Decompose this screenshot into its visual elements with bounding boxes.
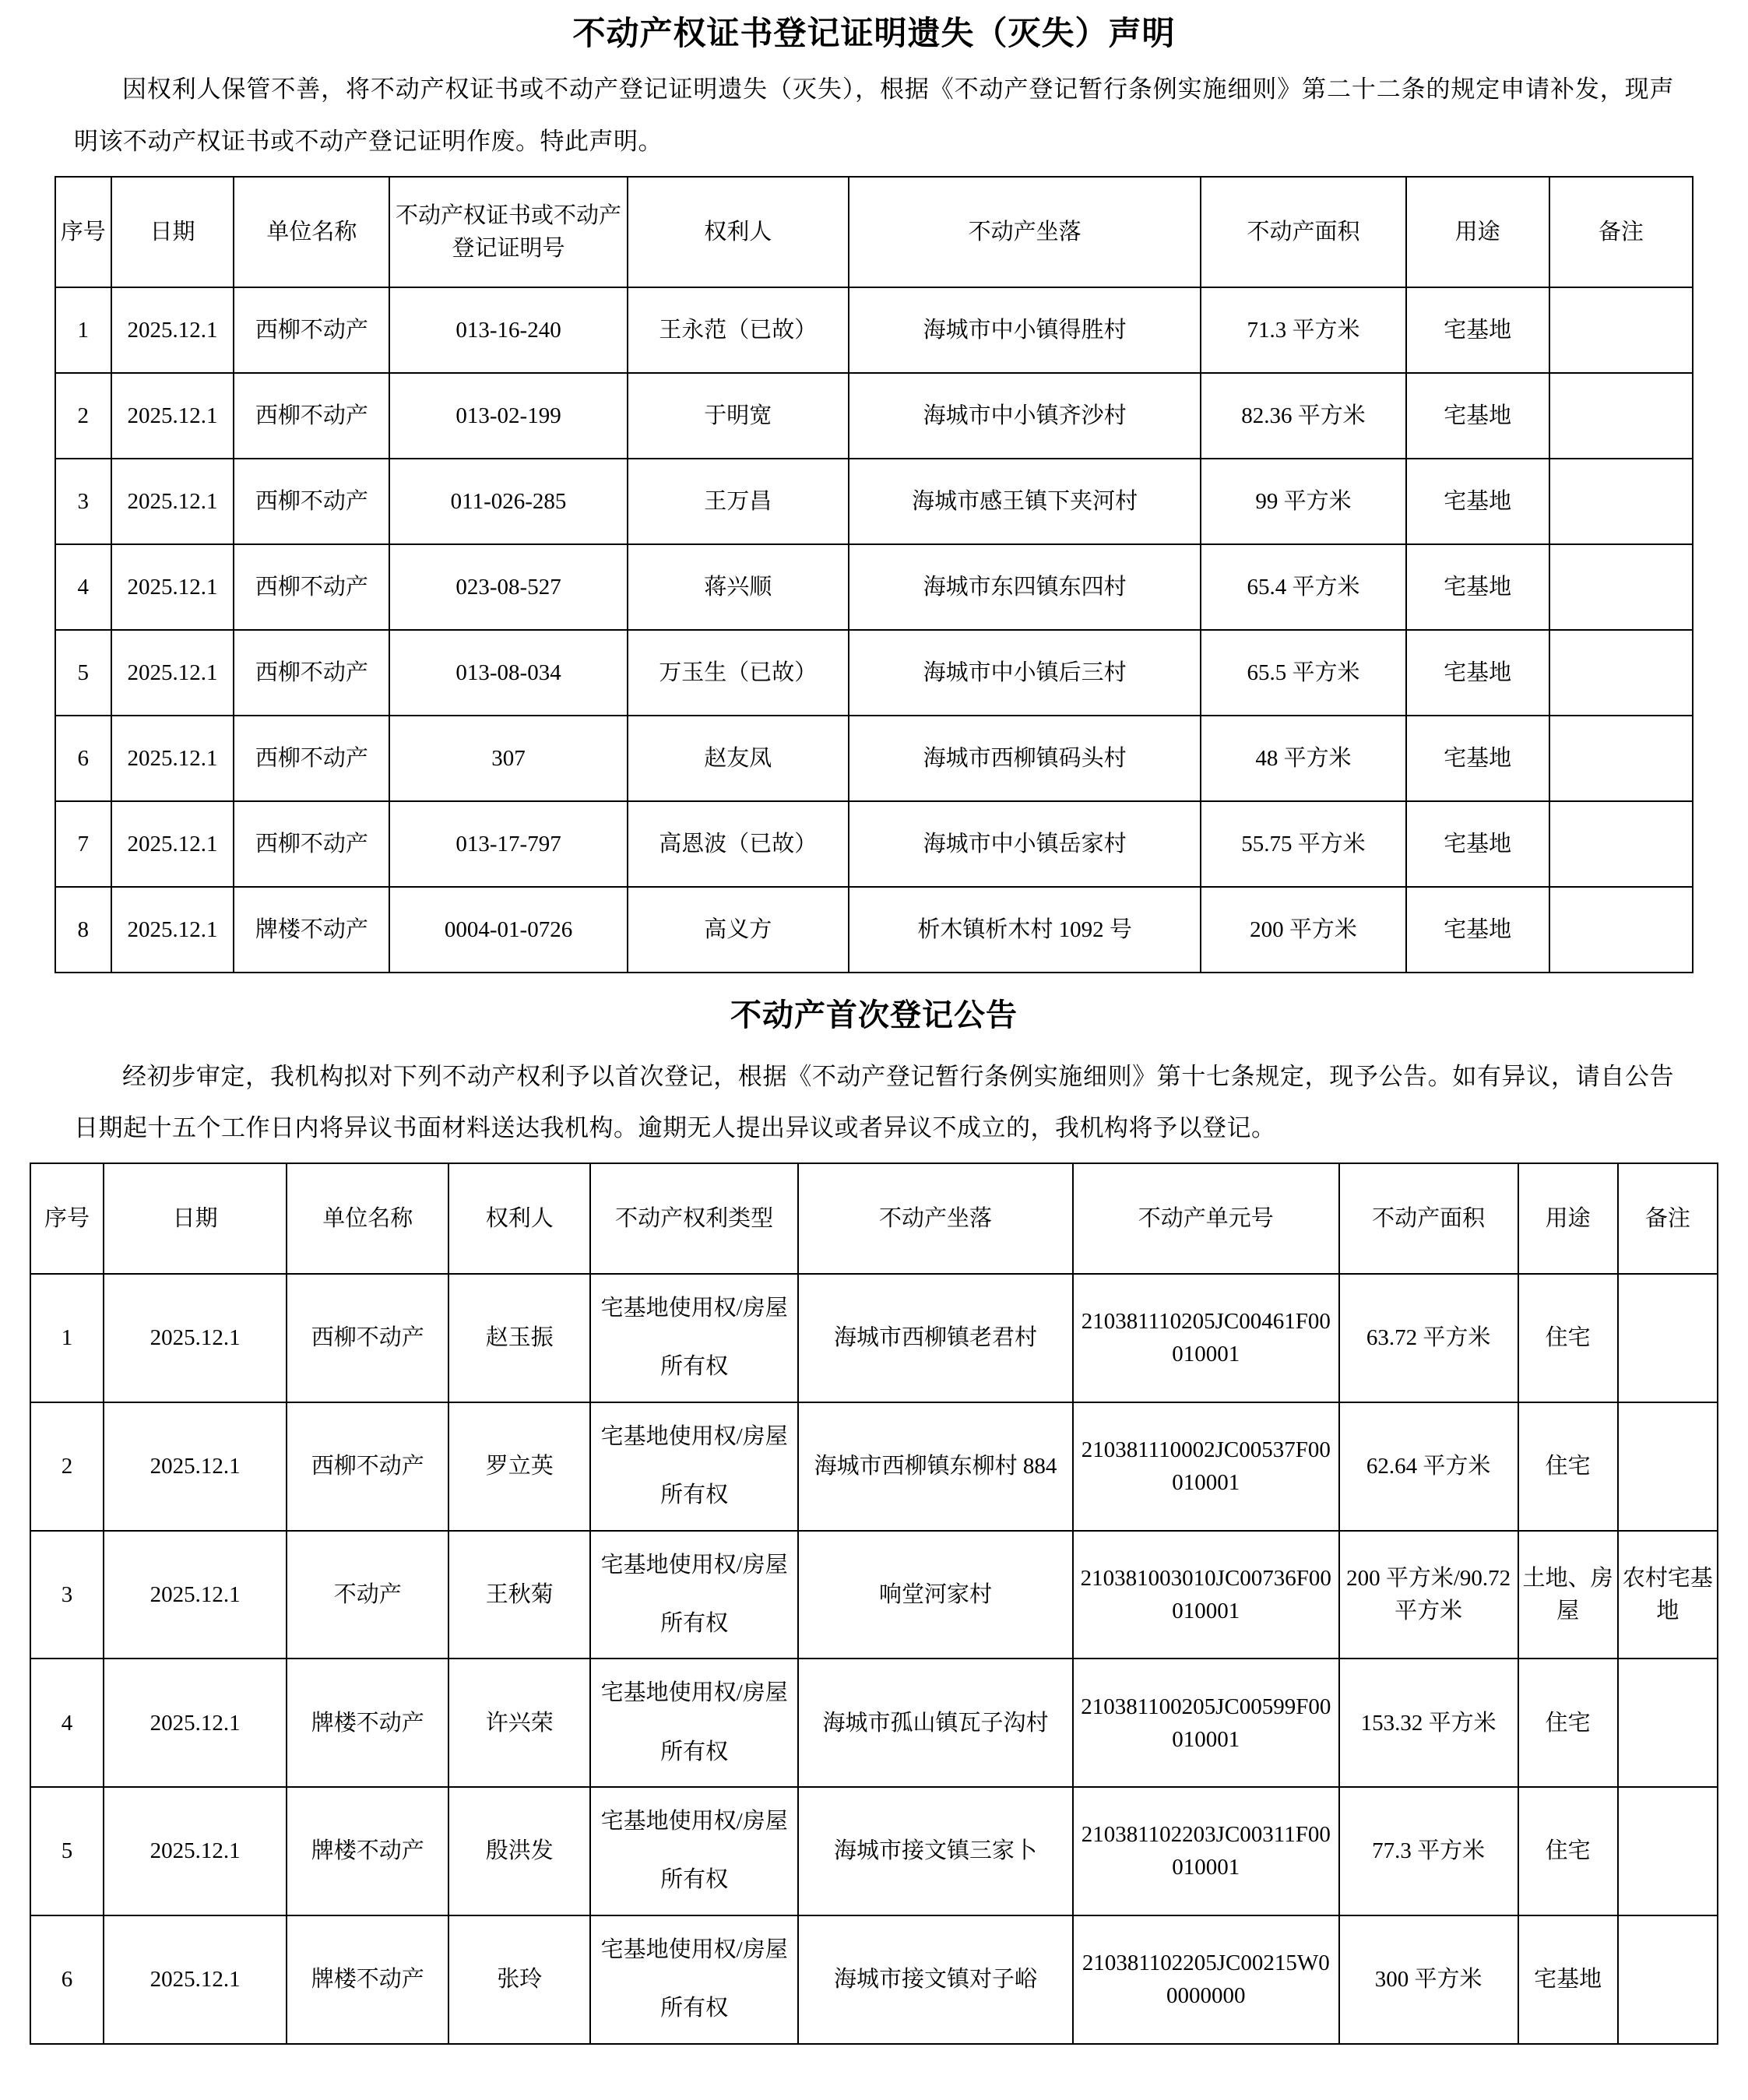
cell-date: 2025.12.1 xyxy=(111,287,234,373)
table-row xyxy=(30,1659,1718,1787)
cell-date: 2025.12.1 xyxy=(104,1402,287,1531)
cell-note: 农村宅基地 xyxy=(1618,1531,1718,1659)
cell-cert: 013-17-797 xyxy=(389,801,627,887)
cell-location: 海城市西柳镇东柳村 884 xyxy=(798,1402,1073,1531)
cell-use: 宅基地 xyxy=(1406,716,1549,801)
table-row xyxy=(55,544,1693,630)
cell-location: 海城市中小镇得胜村 xyxy=(849,287,1201,373)
cell-no: 1 xyxy=(55,287,111,373)
column-header-no: 序号 xyxy=(30,1163,104,1274)
cell-note xyxy=(1549,630,1693,716)
cell-type: 宅基地使用权/房屋所有权 xyxy=(590,1659,798,1787)
cell-owner: 于明宽 xyxy=(628,373,849,459)
cell-note xyxy=(1549,801,1693,887)
cell-use: 宅基地 xyxy=(1406,801,1549,887)
cell-area: 62.64 平方米 xyxy=(1339,1402,1518,1531)
cell-note xyxy=(1549,373,1693,459)
cell-unitno: 210381110205JC00461F00010001 xyxy=(1073,1274,1339,1402)
cell-note xyxy=(1549,459,1693,544)
cell-date: 2025.12.1 xyxy=(104,1915,287,2044)
table-row xyxy=(30,1531,1718,1659)
cell-cert: 023-08-527 xyxy=(389,544,627,630)
cell-no: 3 xyxy=(30,1531,104,1659)
cell-area: 300 平方米 xyxy=(1339,1915,1518,2044)
cell-note xyxy=(1618,1659,1718,1787)
cell-no: 1 xyxy=(30,1274,104,1402)
cell-location: 海城市西柳镇码头村 xyxy=(849,716,1201,801)
table-row xyxy=(55,887,1693,973)
cell-date: 2025.12.1 xyxy=(104,1787,287,1915)
column-header-note: 备注 xyxy=(1549,177,1693,287)
cell-area: 65.5 平方米 xyxy=(1201,630,1405,716)
column-header-area: 不动产面积 xyxy=(1339,1163,1518,1274)
cell-location: 海城市东四镇东四村 xyxy=(849,544,1201,630)
column-header-date: 日期 xyxy=(104,1163,287,1274)
cell-location: 海城市接文镇对子峪 xyxy=(798,1915,1073,2044)
cell-unit: 西柳不动产 xyxy=(287,1274,448,1402)
cell-no: 6 xyxy=(30,1915,104,2044)
column-header-unit: 单位名称 xyxy=(287,1163,448,1274)
column-header-use: 用途 xyxy=(1406,177,1549,287)
cell-use: 住宅 xyxy=(1518,1787,1618,1915)
column-header-location: 不动产坐落 xyxy=(849,177,1201,287)
cell-area: 48 平方米 xyxy=(1201,716,1405,801)
cell-owner: 殷洪发 xyxy=(448,1787,590,1915)
cell-cert: 0004-01-0726 xyxy=(389,887,627,973)
cell-note xyxy=(1618,1915,1718,2044)
cell-unit: 牌楼不动产 xyxy=(234,887,389,973)
cell-location: 海城市中小镇后三村 xyxy=(849,630,1201,716)
cell-use: 宅基地 xyxy=(1406,630,1549,716)
cell-unitno: 210381100205JC00599F00010001 xyxy=(1073,1659,1339,1787)
cell-use: 住宅 xyxy=(1518,1659,1618,1787)
column-header-date: 日期 xyxy=(111,177,234,287)
cell-location: 海城市中小镇齐沙村 xyxy=(849,373,1201,459)
cell-use: 宅基地 xyxy=(1406,544,1549,630)
cell-unitno: 210381102205JC00215W00000000 xyxy=(1073,1915,1339,2044)
cell-location: 海城市接文镇三家卜 xyxy=(798,1787,1073,1915)
cell-unitno: 210381102203JC00311F00010001 xyxy=(1073,1787,1339,1915)
column-header-type: 不动产权利类型 xyxy=(590,1163,798,1274)
cell-no: 3 xyxy=(55,459,111,544)
cell-no: 2 xyxy=(30,1402,104,1531)
cell-area: 65.4 平方米 xyxy=(1201,544,1405,630)
cell-owner: 蒋兴顺 xyxy=(628,544,849,630)
cell-use: 宅基地 xyxy=(1406,459,1549,544)
table-row xyxy=(55,630,1693,716)
cell-cert: 013-08-034 xyxy=(389,630,627,716)
cell-unitno: 210381003010JC00736F00010001 xyxy=(1073,1531,1339,1659)
cell-owner: 赵友凤 xyxy=(628,716,849,801)
cell-no: 4 xyxy=(30,1659,104,1787)
cell-owner: 万玉生（已故） xyxy=(628,630,849,716)
section1-paragraph: 因权利人保管不善，将不动产权证书或不动产登记证明遗失（灭失），根据《不动产登记暂行条例实施细则》第二十二条的规定申请补发，现声明该不动产权证书或不动产登记证明作废。特此声明。 xyxy=(74,76,1674,156)
cell-type: 宅基地使用权/房屋所有权 xyxy=(590,1787,798,1915)
cell-date: 2025.12.1 xyxy=(104,1659,287,1787)
cell-area: 200 平方米/90.72 平方米 xyxy=(1339,1531,1518,1659)
cell-no: 5 xyxy=(55,630,111,716)
cell-owner: 王永范（已故） xyxy=(628,287,849,373)
column-header-no: 序号 xyxy=(55,177,111,287)
section2-title: 不动产首次登记公告 xyxy=(730,997,1018,1032)
cell-unitno: 210381110002JC00537F00010001 xyxy=(1073,1402,1339,1531)
cell-no: 4 xyxy=(55,544,111,630)
cell-location: 析木镇析木村 1092 号 xyxy=(849,887,1201,973)
cell-no: 5 xyxy=(30,1787,104,1915)
column-header-note: 备注 xyxy=(1618,1163,1718,1274)
cell-note xyxy=(1549,544,1693,630)
cell-location: 响堂河家村 xyxy=(798,1531,1073,1659)
cell-no: 7 xyxy=(55,801,111,887)
column-header-unitno: 不动产单元号 xyxy=(1073,1163,1339,1274)
cell-location: 海城市中小镇岳家村 xyxy=(849,801,1201,887)
cell-date: 2025.12.1 xyxy=(111,630,234,716)
column-header-use: 用途 xyxy=(1518,1163,1618,1274)
cell-note xyxy=(1549,287,1693,373)
cell-unit: 不动产 xyxy=(287,1531,448,1659)
cell-area: 82.36 平方米 xyxy=(1201,373,1405,459)
cell-unit: 牌楼不动产 xyxy=(287,1915,448,2044)
cell-owner: 高恩波（已故） xyxy=(628,801,849,887)
cell-no: 2 xyxy=(55,373,111,459)
table-row xyxy=(55,373,1693,459)
cell-area: 63.72 平方米 xyxy=(1339,1274,1518,1402)
cell-location: 海城市孤山镇瓦子沟村 xyxy=(798,1659,1073,1787)
cell-note xyxy=(1549,887,1693,973)
cell-use: 宅基地 xyxy=(1406,887,1549,973)
table-row xyxy=(55,459,1693,544)
cell-owner: 王万昌 xyxy=(628,459,849,544)
cell-use: 宅基地 xyxy=(1406,373,1549,459)
cell-unit: 牌楼不动产 xyxy=(287,1787,448,1915)
loss-declaration-table xyxy=(55,176,1693,973)
table-row xyxy=(30,1787,1718,1915)
column-header-area: 不动产面积 xyxy=(1201,177,1405,287)
column-header-unit: 单位名称 xyxy=(234,177,389,287)
cell-date: 2025.12.1 xyxy=(104,1274,287,1402)
cell-area: 71.3 平方米 xyxy=(1201,287,1405,373)
cell-use: 住宅 xyxy=(1518,1402,1618,1531)
cell-note xyxy=(1618,1787,1718,1915)
loss-declaration-table-body xyxy=(55,287,1693,973)
cell-note xyxy=(1618,1402,1718,1531)
cell-no: 8 xyxy=(55,887,111,973)
cell-owner: 高义方 xyxy=(628,887,849,973)
page-title: 不动产权证书登记证明遗失（灭失）声明 xyxy=(572,15,1176,51)
table-row xyxy=(55,716,1693,801)
cell-date: 2025.12.1 xyxy=(111,716,234,801)
cell-location: 海城市感王镇下夹河村 xyxy=(849,459,1201,544)
cell-location: 海城市西柳镇老君村 xyxy=(798,1274,1073,1402)
cell-note xyxy=(1549,716,1693,801)
table-row xyxy=(30,1402,1718,1531)
cell-area: 99 平方米 xyxy=(1201,459,1405,544)
cell-unit: 西柳不动产 xyxy=(234,459,389,544)
table-row xyxy=(55,287,1693,373)
cell-date: 2025.12.1 xyxy=(104,1531,287,1659)
cell-owner: 张玲 xyxy=(448,1915,590,2044)
cell-area: 55.75 平方米 xyxy=(1201,801,1405,887)
column-header-location: 不动产坐落 xyxy=(798,1163,1073,1274)
cell-date: 2025.12.1 xyxy=(111,801,234,887)
cell-unit: 牌楼不动产 xyxy=(287,1659,448,1787)
cell-use: 住宅 xyxy=(1518,1274,1618,1402)
cell-owner: 罗立英 xyxy=(448,1402,590,1531)
cell-area: 200 平方米 xyxy=(1201,887,1405,973)
cell-unit: 西柳不动产 xyxy=(234,287,389,373)
cell-date: 2025.12.1 xyxy=(111,373,234,459)
cell-cert: 011-026-285 xyxy=(389,459,627,544)
table-header-row xyxy=(55,177,1693,287)
table-row xyxy=(55,801,1693,887)
cell-date: 2025.12.1 xyxy=(111,459,234,544)
cell-use: 土地、房屋 xyxy=(1518,1531,1618,1659)
first-registration-table xyxy=(30,1163,1718,2045)
cell-owner: 赵玉振 xyxy=(448,1274,590,1402)
cell-unit: 西柳不动产 xyxy=(234,544,389,630)
cell-area: 77.3 平方米 xyxy=(1339,1787,1518,1915)
cell-note xyxy=(1618,1274,1718,1402)
cell-cert: 013-02-199 xyxy=(389,373,627,459)
cell-type: 宅基地使用权/房屋所有权 xyxy=(590,1915,798,2044)
section1-table-container xyxy=(0,176,1748,973)
cell-no: 6 xyxy=(55,716,111,801)
cell-cert: 013-16-240 xyxy=(389,287,627,373)
cell-unit: 西柳不动产 xyxy=(234,801,389,887)
column-header-owner: 权利人 xyxy=(628,177,849,287)
section2-paragraph: 经初步审定，我机构拟对下列不动产权利予以首次登记，根据《不动产登记暂行条例实施细则》第十七条规定，现予公告。如有异议，请自公告日期起十五个工作日内将异议书面材料送达我机构。逾期无人提出异议或者异议不成立的，我机构将予以登记。 xyxy=(74,1062,1674,1142)
column-header-owner: 权利人 xyxy=(448,1163,590,1274)
table-row xyxy=(30,1915,1718,2044)
cell-unit: 西柳不动产 xyxy=(234,630,389,716)
cell-area: 153.32 平方米 xyxy=(1339,1659,1518,1787)
cell-date: 2025.12.1 xyxy=(111,887,234,973)
cell-unit: 西柳不动产 xyxy=(287,1402,448,1531)
first-registration-table-body xyxy=(30,1274,1718,2044)
cell-owner: 王秋菊 xyxy=(448,1531,590,1659)
cell-unit: 西柳不动产 xyxy=(234,716,389,801)
cell-cert: 307 xyxy=(389,716,627,801)
table-row xyxy=(30,1274,1718,1402)
table-header-row xyxy=(30,1163,1718,1274)
cell-use: 宅基地 xyxy=(1406,287,1549,373)
cell-type: 宅基地使用权/房屋所有权 xyxy=(590,1531,798,1659)
cell-date: 2025.12.1 xyxy=(111,544,234,630)
cell-type: 宅基地使用权/房屋所有权 xyxy=(590,1274,798,1402)
cell-owner: 许兴荣 xyxy=(448,1659,590,1787)
cell-use: 宅基地 xyxy=(1518,1915,1618,2044)
cell-unit: 西柳不动产 xyxy=(234,373,389,459)
section2-table-container xyxy=(0,1163,1748,2045)
cell-type: 宅基地使用权/房屋所有权 xyxy=(590,1402,798,1531)
column-header-cert: 不动产权证书或不动产登记证明号 xyxy=(389,177,627,287)
